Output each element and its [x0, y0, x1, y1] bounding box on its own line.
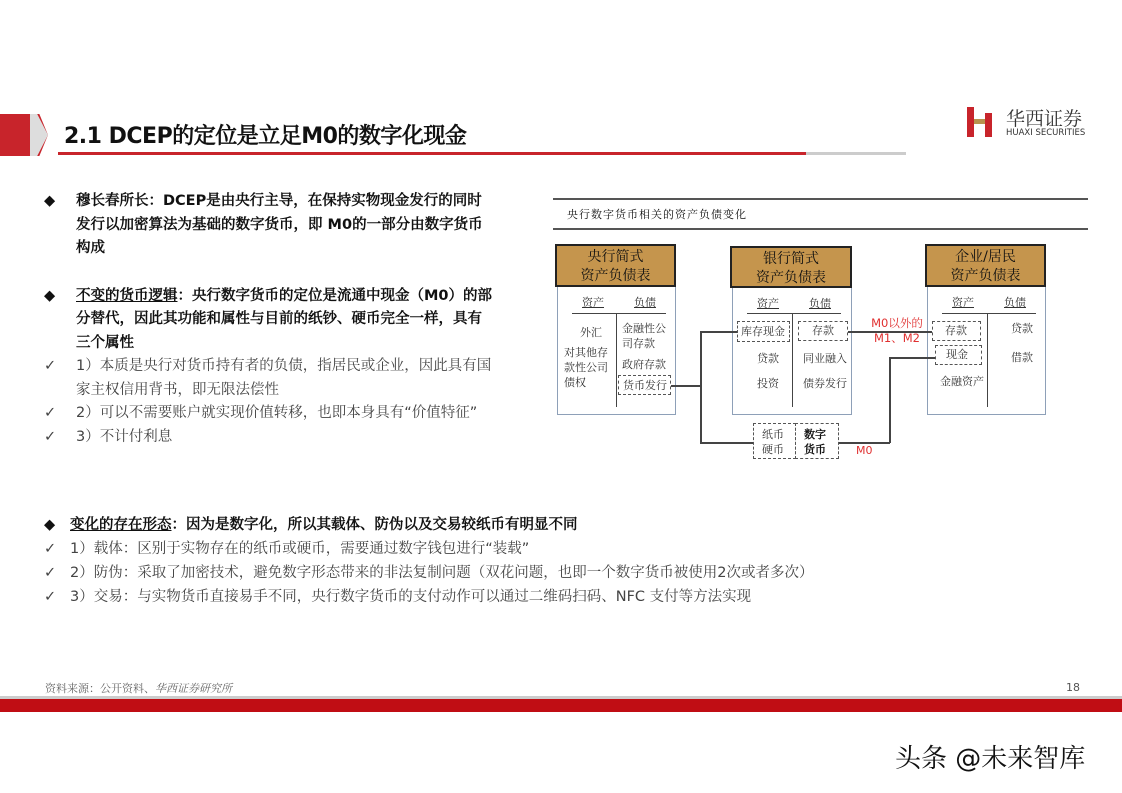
check-icon: ✓ [44, 541, 57, 557]
connector [671, 385, 701, 387]
bank-header: 银行简式 资产负债表 [730, 246, 852, 288]
m0-label: M0 [856, 444, 873, 457]
title-tab-shadow [30, 114, 48, 156]
connector [700, 331, 737, 333]
bank-sheet: 资产 负债 贷款 投资 同业融入 债券发行 [732, 288, 852, 415]
vault-cash-box: 库存现金 [737, 321, 790, 342]
corp-sheet: 资产 负债 金融资产 贷款 借款 [927, 287, 1046, 415]
sub-point: ✓ 1）载体：区别于实物存在的纸币或硬币，需要通过数字钱包进行“装载” [44, 537, 813, 561]
page-number: 18 [1066, 681, 1080, 694]
caption-top-rule [553, 198, 1088, 200]
currency-issuance-box: 货币发行 [618, 375, 671, 395]
paper-coins-box: 纸币硬币 [753, 423, 796, 459]
logo-name-en: HUAXI SECURITIES [1006, 128, 1086, 138]
corp-deposits-box: 存款 [932, 321, 981, 341]
watermark: 头条 @未来智库 [895, 744, 1086, 774]
bullet-1: ◆ 穆长春所长：DCEP是由央行主导，在保持实物现金发行的同时发行以加密算法为基础的数字货币，即 M0的一部分由数字货币构成 [44, 190, 494, 261]
corp-cash-box: 现金 [935, 345, 982, 365]
bank-deposits-box: 存款 [798, 321, 848, 341]
diamond-icon: ◆ [44, 517, 56, 533]
sub-point: ✓ 1）本质是央行对货币持有者的负债，指居民或企业，因此具有国家主权信用背书，即无限法偿性 [44, 355, 494, 402]
key-points [44, 190, 494, 449]
title-underline-gray [806, 152, 906, 155]
footer-bar [0, 699, 1122, 712]
bullet-3: ◆ 变化的存在形态：因为是数字化，所以其载体、防伪以及交易较纸币有明显不同 [44, 513, 813, 537]
sub-point: ✓ 2）防伪：采取了加密技术，避免数字形态带来的非法复制问题（双花问题，也即一个数字货币被使用2次或者多次） [44, 561, 813, 585]
caption-bottom-rule [553, 228, 1088, 230]
diamond-icon: ◆ [44, 193, 56, 209]
connector [889, 357, 935, 359]
connector [700, 442, 753, 444]
diamond-icon: ◆ [44, 287, 56, 304]
central-bank-sheet: 资产 负债 外汇 对其他存款性公司债权 金融性公司存款 政府存款 [557, 287, 676, 415]
sub-point: ✓ 3）不计付利息 [44, 426, 494, 450]
central-bank-header: 央行简式 资产负债表 [555, 244, 676, 287]
check-icon: ✓ [44, 589, 57, 605]
connector [700, 331, 702, 443]
corp-header: 企业/居民 资产负债表 [925, 244, 1046, 287]
check-icon: ✓ [44, 358, 57, 374]
change-points [44, 513, 813, 609]
check-icon: ✓ [44, 565, 57, 581]
source-note: 资料来源：公开资料、华西证券研究所 [45, 682, 232, 695]
check-icon: ✓ [44, 405, 57, 421]
huaxi-logo-icon [965, 105, 999, 139]
diagram-caption: 央行数字货币相关的资产负债变化 [567, 208, 747, 221]
title-underline [58, 152, 806, 155]
connector [889, 357, 891, 443]
m1-m2-label: M0以外的 M1、M2 [871, 316, 923, 345]
logo-name-cn: 华西证券 [1006, 108, 1083, 130]
sub-point: ✓ 3）交易：与实物货币直接易手不同，央行数字货币的支付动作可以通过二维码扫码、NFC 支付等方法实现 [44, 585, 813, 609]
check-icon: ✓ [44, 428, 57, 445]
page-title: 2.1 DCEP的定位是立足M0的数字化现金 [64, 124, 467, 149]
bullet-2: ◆ 不变的货币逻辑：央行数字货币的定位是流通中现金（M0）的部分替代，因此其功能和属性与目前的纸钞、硬币完全一样，具有三个属性 [44, 285, 494, 356]
digital-currency-box: 数字货币 [795, 423, 839, 459]
sub-point: ✓ 2）可以不需要账户就实现价值转移，也即本身具有“价值特征” [44, 402, 494, 426]
